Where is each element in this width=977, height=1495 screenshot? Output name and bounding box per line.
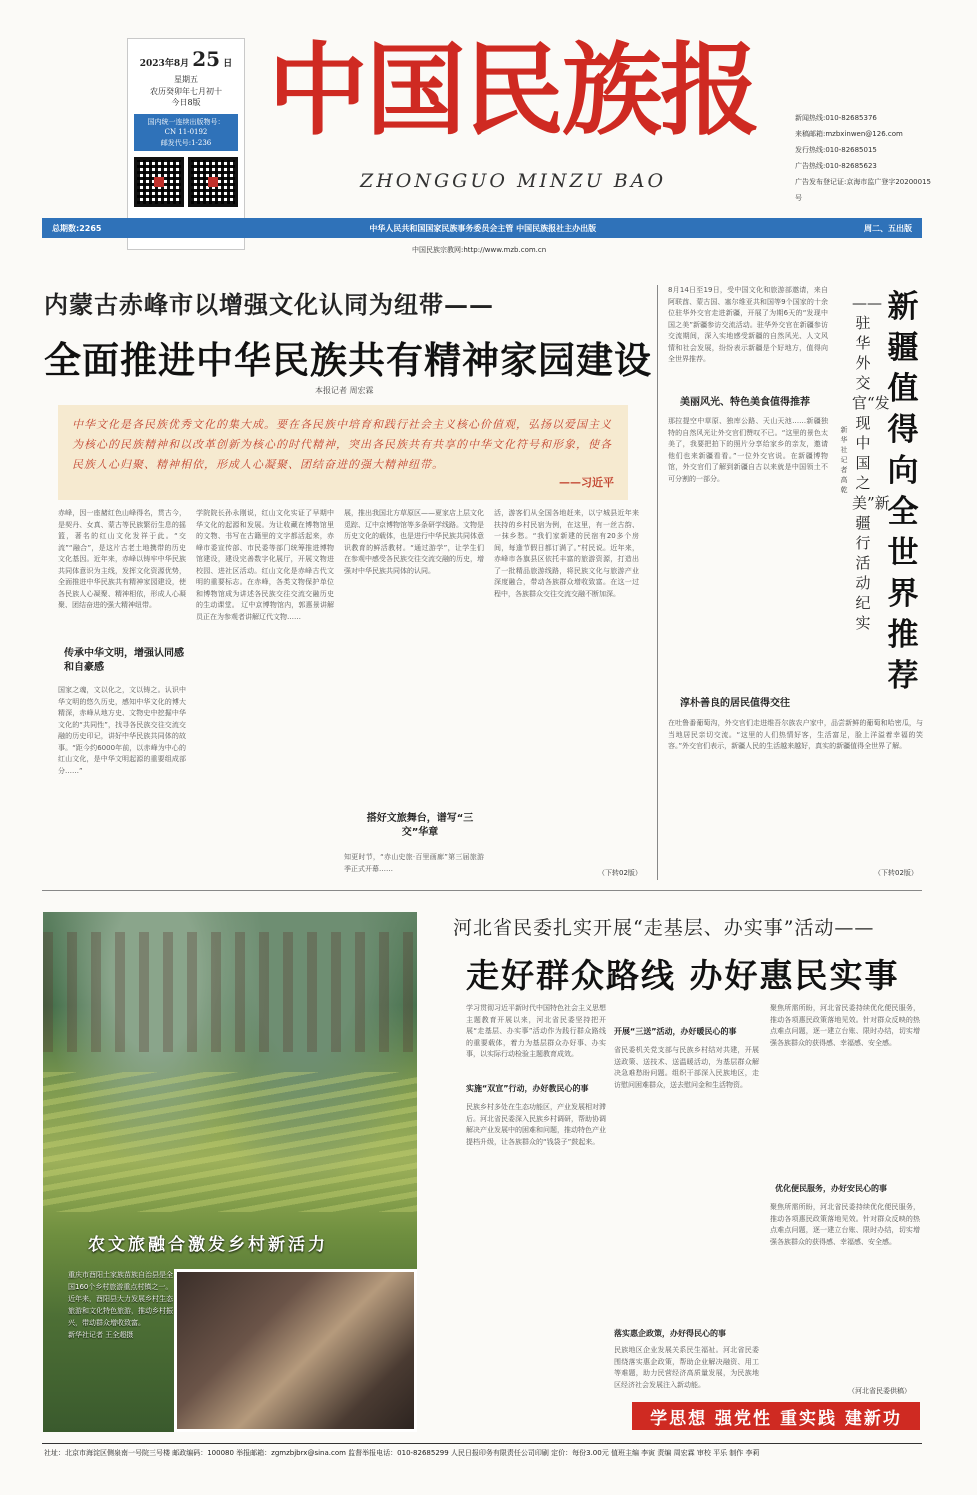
section-divider [42,890,922,891]
village-photo[interactable] [43,912,417,1432]
xinjiang-subhead-2: 淳朴善良的居民值得交往 [680,698,790,709]
issue-days: 周二、五出版 [863,223,912,233]
hebei-subhead-1: 实施“双宣”行动，办好教民心的事 [466,1084,589,1093]
ad-license: 广告发布登记证:京海市监广登字20200015号 [795,178,931,202]
lead-column-3b: 知更时节，“赤山史旅·百里画廊”第三届旅游季正式开幕…… [344,853,484,873]
column-divider [657,285,658,880]
lead-column-2 [196,508,334,878]
hebei-headline[interactable]: 走好群众路线 办好惠民实事 [466,956,900,995]
xinjiang-subhead-1: 美丽风光、特色美食值得推荐 [680,397,810,408]
weekday: 星期五 [174,75,198,84]
contact-block [795,110,935,206]
cn-number: CN 11-0192 [164,128,208,137]
hebei-column-c: 省民委机关党支部与民族乡村结对共建，开展送政策、送技术、送温暖活动，为基层群众解决急难愁盼问题。组织干部深入民族地区，走访慰问困难群众，送去慰问金和生活物资。 [614,1046,759,1089]
lead-column-2b-text: 辽中京博物馆内，郭惠景讲解员正在为参观者讲解辽代文物…… [196,601,334,621]
hebei-column-e: 聚焦所需所盼，河北省民委持续优化便民服务，推动各项惠民政策落地见效。针对群众反映的热点难点问题，逐一建立台账、限时办结，切实增强各族群众的获得感、幸福感、安全感。 [770,1004,920,1047]
issue-total: 总期数:2265 [52,223,102,233]
lead-headline[interactable]: 全面推进中华民族共有精神家园建设 [44,339,652,382]
xinjiang-byline: 新华社记者 高乾 [840,426,848,494]
photo-text-body: 重庆市酉阳土家族苗族自治县是全国160个乡村旅游重点村镇之一。近年来，酉阳县大力发展乡村生态旅游和文化特色旅游，推动乡村振兴，带动群众增收致富。 [68,1271,173,1327]
day-unit: 日 [223,59,233,69]
hebei-subhead-3: 落实惠企政策，办好得民心的事 [614,1329,726,1338]
xinjiang-headline[interactable]: 新疆值得向全世界推荐 [887,289,919,694]
footer-info: 社址：北京市海淀区侧泉南一号院三号楼 邮政编码：100080 举报邮箱：zgmzbjbrx@sina.com 监督举报电话：010-82685299 人民日报印务有限责任公司印刷 定价：每份3.00元 值班主编 李寅 责编 周宏霖 审校 平乐 制作 李莉 [44,1449,760,1457]
hebei-kicker: 河北省民委扎实开展“走基层、办实事”活动—— [453,917,875,939]
contact-news: 新闻热线:010-82685376 [795,114,877,122]
quote-attribution: ——习近平 [559,476,614,489]
hebei-column-f: 聚焦所需所盼，河北省民委持续优化便民服务，推动各项惠民政策落地见效。针对群众反映的热点难点问题，逐一建立台账、限时办结，切实增强各族群众的获得感、幸福感、安全感。 [770,1203,920,1246]
qr-code-icon[interactable] [188,157,238,207]
masthead-pinyin: ZHONGGUO MINZU BAO [360,170,667,192]
sponsor-line: 中华人民共和国国家民族事务委员会主管 中国民族报社主办出版 [369,223,597,233]
hebei-column-b: 民族乡村多处在生态功能区，产业发展相对滞后。河北省民委深入民族乡村调研，帮助协调解决产业发展中的困难和问题，推动特色产业提档升级，让各族群众的“钱袋子”鼓起来。 [466,1103,606,1146]
lead-column-3: 展，推出我国北方草原区——夏家店上层文化觅踪、辽中京博物馆等多条研学线路。文物是历史文化的载体，也是进行中华民族共同体意识教育的鲜活教材。“通过游学”，让学生们在参观中感受各民族交往交流交融的历史，增强对中华民族共同体的认同。 [344,509,484,575]
slogan-banner: 学思想 强党性 重实践 建新功 [632,1402,920,1430]
hebei-column-a: 学习贯彻习近平新时代中国特色社会主义思想主题教育开展以来，河北省民委坚持把开展“走基层、办实事”活动作为践行群众路线的重要载体，着力为基层群众办好事、办实事，以实际行动检验主题教育成效。 [466,1004,606,1058]
qr-row [134,157,238,207]
lead-column-1b: 国家之魂，文以化之，文以铸之。认识中华文明的悠久历史，感知中华文化的博大精深，赤峰从地方史、文物史中挖掘中华文化的“共同性”，找寻各民族交往交流交融的历史印记，讲好中华民族共同体的故事。“距今约6000年前，以赤峰为中心的红山文化，是中华文明起源的重要组成部分……” [58,686,186,775]
page-count: 今日8版 [171,98,201,108]
publication-info [134,114,238,152]
lead-continued[interactable]: （下转02版） [598,869,642,877]
lead-kicker: 内蒙古赤峰市以增强文化认同为纽带—— [44,290,494,319]
xinjiang-continued[interactable]: （下转02版） [874,869,918,877]
hebei-column-d: 民族地区企业发展关系民生福祉。河北省民委围绕落实惠企政策，帮助企业解决融资、用工等难题，助力民营经济高质量发展，为民族地区经济社会发展注入新动能。 [614,1346,759,1389]
xinjiang-subtitle: ——驻华外交官“发现中国之美”新疆行活动纪实 [852,294,890,632]
photo-credit: 新华社记者 王全超摄 [68,1331,134,1339]
inset-photo[interactable] [174,1269,417,1432]
qr-code-icon[interactable] [134,157,184,207]
lunar-date: 农历癸卯年七月初十 [150,86,222,96]
cn-label: 国内统一连续出版物号： [147,117,225,126]
contact-distribution: 发行热线:010-82685015 [795,146,877,154]
hebei-subhead-2: 开展“三送”活动，办好暖民心的事 [614,1027,737,1036]
contact-ads: 广告热线:010-82685623 [795,162,877,170]
lead-byline: 本报记者 周宏霖 [315,386,374,395]
lead-subhead-2: 搭好文旅舞台，谱写“三交”华章 [366,813,474,838]
website-line[interactable]: 中国民族宗教网:http://www.mzb.com.cn [412,246,547,254]
contact-email: 来稿邮箱:mzbxinwen@126.com [795,130,903,138]
lead-column-4: 活，游客们从全国各地赶来，以宁城县近年来扶持的乡村民宿为例，在这里，有一丝古韵、一抹乡愁。“我们家新建的民宿有20多个房间，每逢节假日都订满了。”村民说。近年来，赤峰市各旗县区依托丰富的旅游资源，打造出了一批精品旅游线路，将民族文化与旅游产业深度融合，带动各族群众增收致富。在这一过程中，各族群众交往交流交融不断加深。 [494,509,639,598]
quote-box [58,405,628,500]
date-line [134,45,238,74]
lead-column-2-text: 学院院长孙永刚说，红山文化实证了早期中华文化的起源和发展。为让收藏在博物馆里的文物、书写在古籍里的文字都活起来，赤峰市委宣传部、市民委等部门统筹推进博物馆建设，建设完善数字化展厅，开展文物进校园、进社区活动。红山文化是赤峰古代文明的重要标志。在赤峰，各类文物保护单位和博物馆成为讲述各民族交往交流交融历史的生动课堂。 [196,509,334,609]
lead-column-1: 赤峰，因一座赭红色山峰得名，贯古今，是契丹、女真、蒙古等民族繁衍生息的摇篮，著名的红山文化发祥于此。“交流”“融合”，是这片古老土地携带的历史文化基因。近年来，赤峰以铸牢中华民族共同体意识为主线，发挥文化资源优势，全面推进中华民族共有精神家园建设，使各民族人心凝聚、精神相依，形成人心凝聚、团结奋进的强大精神纽带。 [58,509,186,609]
xinjiang-column-a: 8月14日至19日，受中国文化和旅游部邀请，来自阿联酋、蒙古国、塞尔维亚共和国等9个国家的十余位驻华外交官走进新疆，开展了为期6天的“发现中国之美”新疆参访交流活动。驻华外交官在新疆参访交流期间，深入实地感受新疆的自然风光、人文风情和社会发展，纷纷表示新疆是个好地方，值得向全世界推荐。 [668,286,828,363]
hebei-subhead-4: 优化便民服务，办好安民心的事 [775,1184,887,1193]
photo-terraces [43,1072,417,1212]
xinjiang-column-b: 那拉提空中草原、独库公路、天山天池……新疆独特的自然风光让外交官们赞叹不已。“这里的景色太美了，我要把拍下的照片分享给家乡的亲友，邀请他们也来新疆看看。”一位外交官说。在新疆博物馆，外交官们了解到新疆自古以来就是中国领土不可分割的一部分。 [668,417,828,483]
day-number: 25 [192,47,221,71]
photo-caption: 农文旅融合激发乡村新活力 [88,1235,328,1255]
quote-text: 中华文化是各民族优秀文化的集大成。要在各民族中培育和践行社会主义核心价值观，弘扬以爱国主义为核心的民族精神和以改革创新为核心的时代精神，突出各民族共有共享的中华文化符号和形象，使各民族人心归聚、精神相依，形成人心凝聚、团结奋进的强大精神纽带。 [72,418,612,471]
xinjiang-column-c: 在吐鲁番葡萄沟，外交官们走进维吾尔族农户家中，品尝新鲜的葡萄和哈密瓜，与当地居民亲切交流。“这里的人们热情好客，生活富足，脸上洋溢着幸福的笑容。”外交官们表示，新疆人民的生活越来越好，真实的新疆值得全世界了解。 [668,719,923,750]
postal-code: 邮发代号:1-236 [160,138,212,147]
hebei-source: （河北省民委供稿） [848,1387,911,1395]
masthead-band [42,218,922,238]
photo-text [68,1269,178,1341]
lead-subhead-1: 传承中华文明，增强认同感和自豪感 [64,648,184,673]
masthead-logo: 中国民族报 [268,31,758,149]
footer-rule [42,1443,922,1444]
year-month: 2023年8月 [139,59,190,69]
photo-houses [43,932,417,1052]
